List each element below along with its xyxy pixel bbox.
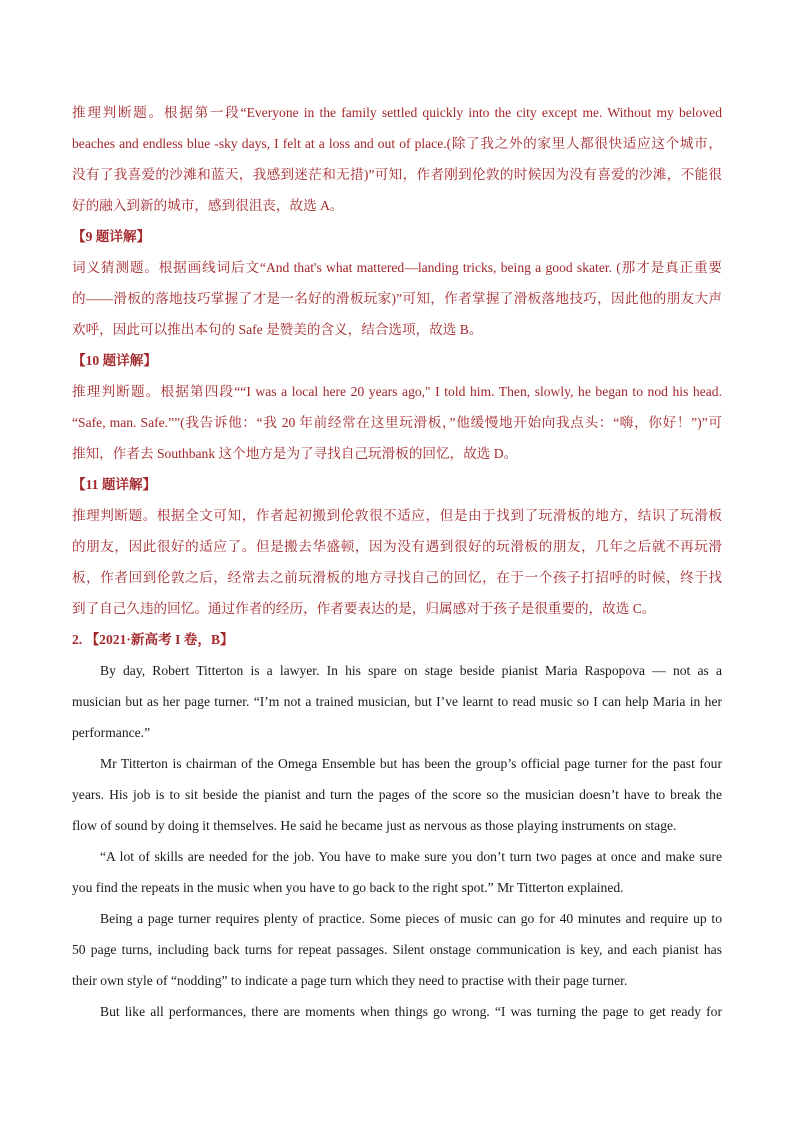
text-line: 推知，作者去 Southbank 这个地方是为了寻找自己玩滑板的回忆，故选 D。 bbox=[72, 446, 518, 461]
q11-heading: 【11 题详解】 bbox=[72, 477, 157, 492]
text-line: 推理判断题。根据全文可知，作者起初搬到伦敦很不适应，但是由于找到了玩滑板的地方，结识了玩滑板 bbox=[72, 508, 722, 523]
passage-paragraph-3 bbox=[72, 841, 722, 903]
text-line: 的朋友，因此很好的适应了。但是搬去华盛顿，因为没有遇到很好的玩滑板的朋友，几年之后就不再玩滑 bbox=[72, 539, 722, 554]
text-line: musician but as her page turner. “I’m not a trained musician, but I’ve learnt to read music so I can help Maria in her bbox=[72, 694, 722, 709]
text-line: flow of sound by doing it themselves. He said he became just as nervous as those playing instruments on stage. bbox=[72, 818, 677, 833]
text-line: “A lot of skills are needed for the job. You have to make sure you don’t turn two pages at once and make sure bbox=[100, 849, 722, 864]
q10-explanation bbox=[72, 376, 722, 469]
text-line: you find the repeats in the music when you have to go back to the right spot.” Mr Titterton explained. bbox=[72, 880, 624, 895]
text-line: 好的融入到新的城市，感到很沮丧，故选 A。 bbox=[72, 198, 344, 213]
q11-explanation bbox=[72, 500, 722, 624]
document-page bbox=[72, 97, 722, 1027]
section-2-heading: 2. 【2021·新高考 I 卷，B】 bbox=[72, 632, 234, 647]
q9-heading: 【9 题详解】 bbox=[72, 229, 151, 244]
text-line: beaches and endless blue -sky days, I felt at a loss and out of place.(除了我之外的家里人都很快适应这个城市， bbox=[72, 136, 722, 151]
text-line: 词义猜测题。根据画线词后文“And that's what mattered—landing tricks, being a good skater. (那才是真正重要 bbox=[72, 260, 722, 275]
text-line: “Safe, man. Safe.””(我告诉他：“我 20 年前经常在这里玩滑板，”他缓慢地开始向我点头：“嗨，你好！”)”可 bbox=[72, 415, 722, 430]
q10-heading: 【10 题详解】 bbox=[72, 353, 157, 368]
text-line: performance.” bbox=[72, 725, 151, 740]
text-line: 到了自己久违的回忆。通过作者的经历，作者要表达的是，归属感对于孩子是很重要的，故选 C。 bbox=[72, 601, 656, 616]
passage-paragraph-2 bbox=[72, 748, 722, 841]
q8-explanation bbox=[72, 97, 722, 221]
text-line: Being a page turner requires plenty of practice. Some pieces of music can go for 40 minutes and require up to bbox=[100, 911, 722, 926]
text-line: 推理判断题。根据第四段““I was a local here 20 years ago," I told him. Then, slowly, he began to nod his head. bbox=[72, 384, 722, 399]
q9-explanation bbox=[72, 252, 722, 345]
text-line: 板，作者回到伦敦之后，经常去之前玩滑板的地方寻找自己的回忆，在于一个孩子打招呼的时候，终于找 bbox=[72, 570, 722, 585]
text-line: years. His job is to sit beside the pianist and turn the pages of the score so the musician doesn’t have to break the bbox=[72, 787, 722, 802]
passage-paragraph-4 bbox=[72, 903, 722, 996]
text-line: 推理判断题。根据第一段“Everyone in the family settled quickly into the city except me. Without my beloved bbox=[72, 105, 722, 120]
text-line: 的——滑板的落地技巧掌握了才是一名好的滑板玩家)”可知，作者掌握了滑板落地技巧，因此他的朋友大声 bbox=[72, 291, 722, 306]
passage-paragraph-1 bbox=[72, 655, 722, 748]
text-line: their own style of “nodding” to indicate a page turn which they need to practise with their page turner. bbox=[72, 973, 628, 988]
text-line: 欢呼，因此可以推出本句的 Safe 是赞美的含义，结合选项，故选 B。 bbox=[72, 322, 483, 337]
text-line: 没有了我喜爱的沙滩和蓝天，我感到迷茫和无措)”可知，作者刚到伦敦的时候因为没有喜爱的沙滩，不能很 bbox=[72, 167, 722, 182]
text-line: 50 page turns, including back turns for repeat passages. Silent onstage communication is key, and each pianist has bbox=[72, 942, 722, 957]
text-line: By day, Robert Titterton is a lawyer. In his spare on stage beside pianist Maria Raspopova — not as a bbox=[100, 663, 722, 678]
text-line: Mr Titterton is chairman of the Omega Ensemble but has been the group’s official page turner for the past four bbox=[100, 756, 722, 771]
passage-paragraph-5 bbox=[72, 996, 722, 1027]
text-line: But like all performances, there are moments when things go wrong. “I was turning the page to get ready for bbox=[100, 1004, 722, 1019]
